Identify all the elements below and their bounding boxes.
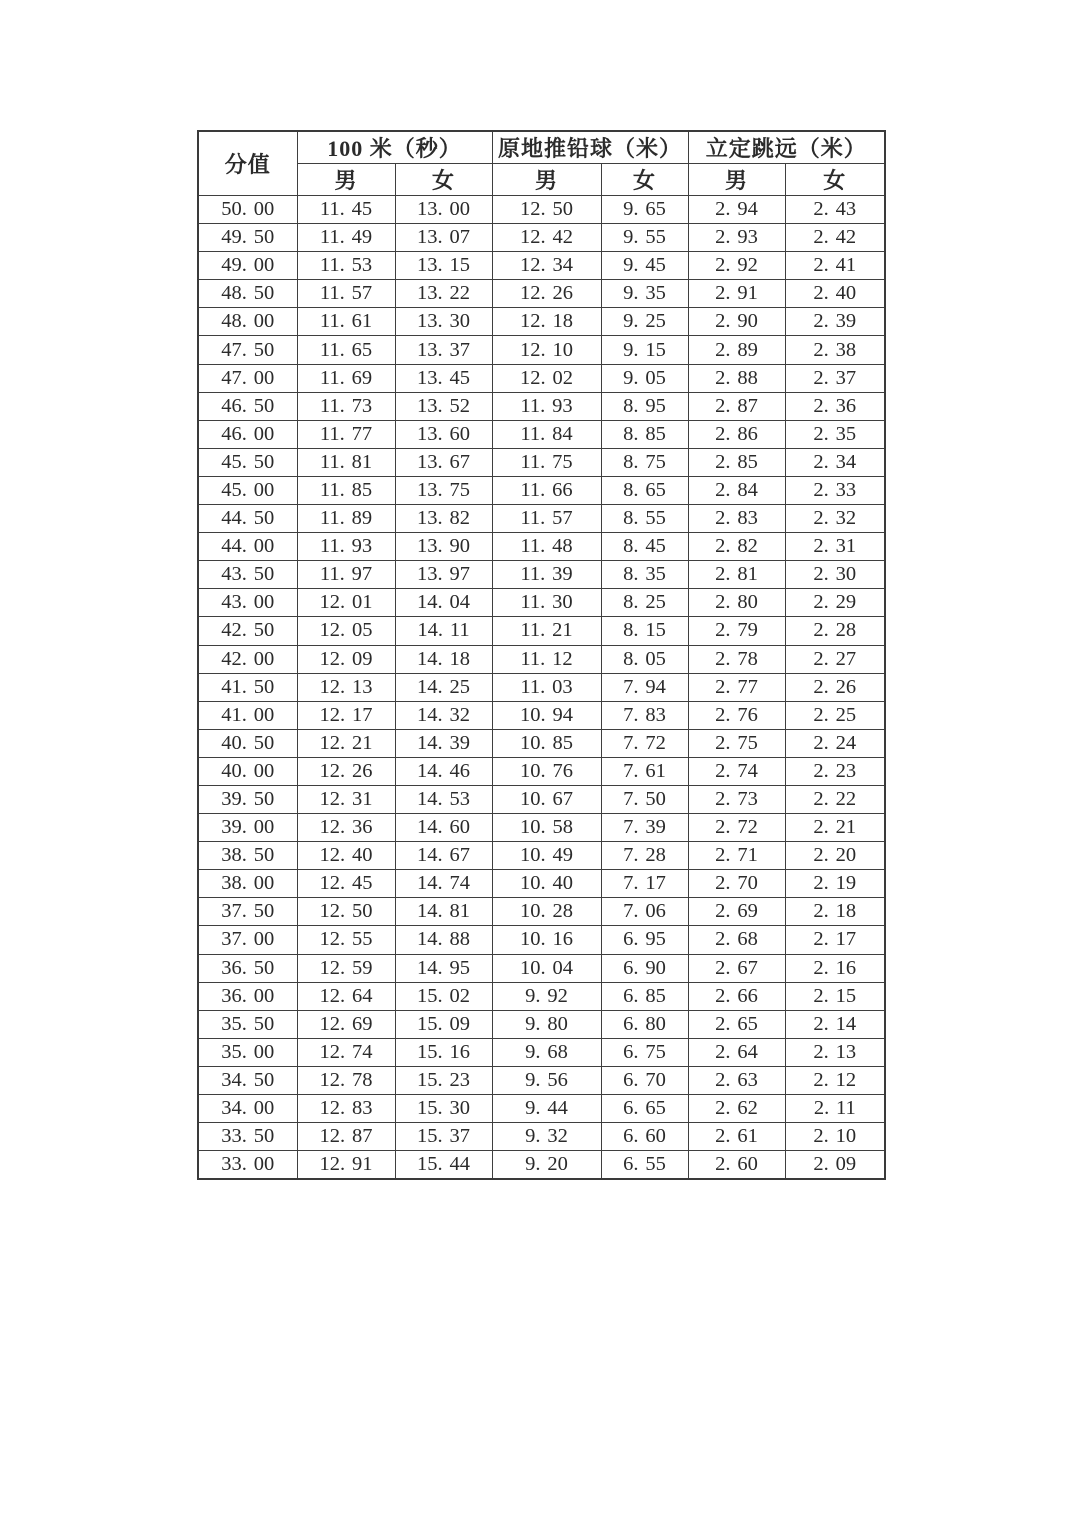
value-cell: 2. 89 <box>688 336 785 364</box>
header-shotput-female: 女 <box>601 164 688 196</box>
value-cell: 6. 75 <box>601 1038 688 1066</box>
value-cell: 2. 20 <box>785 842 885 870</box>
value-cell: 14. 18 <box>395 645 492 673</box>
score-cell: 36. 00 <box>198 982 297 1010</box>
header-100m: 100 米（秒） <box>297 131 492 164</box>
value-cell: 10. 16 <box>492 926 601 954</box>
value-cell: 15. 09 <box>395 1010 492 1038</box>
value-cell: 2. 76 <box>688 701 785 729</box>
table-row <box>198 561 885 589</box>
value-cell: 11. 03 <box>492 673 601 701</box>
value-cell: 2. 91 <box>688 280 785 308</box>
value-cell: 9. 25 <box>601 308 688 336</box>
value-cell: 2. 93 <box>688 224 785 252</box>
value-cell: 6. 60 <box>601 1123 688 1151</box>
score-cell: 36. 50 <box>198 954 297 982</box>
value-cell: 7. 28 <box>601 842 688 870</box>
value-cell: 2. 12 <box>785 1066 885 1094</box>
value-cell: 2. 37 <box>785 364 885 392</box>
score-cell: 47. 50 <box>198 336 297 364</box>
value-cell: 11. 66 <box>492 476 601 504</box>
score-table <box>197 130 886 1180</box>
header-score: 分值 <box>198 131 297 196</box>
value-cell: 12. 05 <box>297 617 395 645</box>
value-cell: 2. 61 <box>688 1123 785 1151</box>
value-cell: 14. 11 <box>395 617 492 645</box>
value-cell: 2. 16 <box>785 954 885 982</box>
value-cell: 9. 35 <box>601 280 688 308</box>
value-cell: 12. 50 <box>297 898 395 926</box>
header-100m-female: 女 <box>395 164 492 196</box>
value-cell: 2. 74 <box>688 757 785 785</box>
value-cell: 7. 39 <box>601 814 688 842</box>
value-cell: 9. 32 <box>492 1123 601 1151</box>
value-cell: 10. 04 <box>492 954 601 982</box>
score-cell: 49. 50 <box>198 224 297 252</box>
value-cell: 14. 60 <box>395 814 492 842</box>
value-cell: 11. 48 <box>492 533 601 561</box>
value-cell: 9. 15 <box>601 336 688 364</box>
score-cell: 38. 50 <box>198 842 297 870</box>
header-row-groups <box>198 131 885 164</box>
value-cell: 12. 87 <box>297 1123 395 1151</box>
value-cell: 2. 79 <box>688 617 785 645</box>
value-cell: 12. 42 <box>492 224 601 252</box>
value-cell: 2. 24 <box>785 729 885 757</box>
value-cell: 14. 39 <box>395 729 492 757</box>
value-cell: 2. 75 <box>688 729 785 757</box>
score-cell: 33. 00 <box>198 1151 297 1180</box>
score-cell: 46. 00 <box>198 420 297 448</box>
value-cell: 12. 69 <box>297 1010 395 1038</box>
value-cell: 13. 22 <box>395 280 492 308</box>
table-row <box>198 785 885 813</box>
value-cell: 11. 57 <box>297 280 395 308</box>
value-cell: 2. 81 <box>688 561 785 589</box>
table-row <box>198 1123 885 1151</box>
table-row <box>198 842 885 870</box>
value-cell: 15. 16 <box>395 1038 492 1066</box>
score-cell: 43. 50 <box>198 561 297 589</box>
value-cell: 6. 85 <box>601 982 688 1010</box>
score-cell: 48. 00 <box>198 308 297 336</box>
value-cell: 2. 14 <box>785 1010 885 1038</box>
value-cell: 11. 45 <box>297 196 395 224</box>
value-cell: 2. 68 <box>688 926 785 954</box>
value-cell: 8. 95 <box>601 392 688 420</box>
value-cell: 7. 50 <box>601 785 688 813</box>
table-row <box>198 308 885 336</box>
value-cell: 12. 02 <box>492 364 601 392</box>
table-row <box>198 224 885 252</box>
value-cell: 2. 71 <box>688 842 785 870</box>
score-cell: 46. 50 <box>198 392 297 420</box>
value-cell: 6. 70 <box>601 1066 688 1094</box>
value-cell: 9. 44 <box>492 1095 601 1123</box>
table-row <box>198 926 885 954</box>
value-cell: 2. 90 <box>688 308 785 336</box>
value-cell: 2. 86 <box>688 420 785 448</box>
value-cell: 15. 02 <box>395 982 492 1010</box>
score-cell: 33. 50 <box>198 1123 297 1151</box>
value-cell: 11. 97 <box>297 561 395 589</box>
value-cell: 15. 23 <box>395 1066 492 1094</box>
value-cell: 13. 75 <box>395 476 492 504</box>
value-cell: 13. 90 <box>395 533 492 561</box>
value-cell: 11. 61 <box>297 308 395 336</box>
value-cell: 12. 10 <box>492 336 601 364</box>
value-cell: 12. 78 <box>297 1066 395 1094</box>
value-cell: 13. 07 <box>395 224 492 252</box>
value-cell: 11. 93 <box>492 392 601 420</box>
value-cell: 2. 18 <box>785 898 885 926</box>
table-row <box>198 252 885 280</box>
value-cell: 9. 05 <box>601 364 688 392</box>
value-cell: 7. 17 <box>601 870 688 898</box>
value-cell: 8. 75 <box>601 448 688 476</box>
value-cell: 12. 01 <box>297 589 395 617</box>
value-cell: 11. 84 <box>492 420 601 448</box>
value-cell: 13. 97 <box>395 561 492 589</box>
value-cell: 8. 05 <box>601 645 688 673</box>
header-shotput-male: 男 <box>492 164 601 196</box>
score-cell: 37. 00 <box>198 926 297 954</box>
value-cell: 2. 72 <box>688 814 785 842</box>
value-cell: 9. 45 <box>601 252 688 280</box>
value-cell: 2. 63 <box>688 1066 785 1094</box>
value-cell: 6. 55 <box>601 1151 688 1180</box>
value-cell: 2. 82 <box>688 533 785 561</box>
value-cell: 8. 55 <box>601 505 688 533</box>
value-cell: 6. 90 <box>601 954 688 982</box>
value-cell: 14. 46 <box>395 757 492 785</box>
value-cell: 10. 94 <box>492 701 601 729</box>
value-cell: 11. 73 <box>297 392 395 420</box>
value-cell: 12. 59 <box>297 954 395 982</box>
value-cell: 6. 80 <box>601 1010 688 1038</box>
score-cell: 38. 00 <box>198 870 297 898</box>
value-cell: 13. 82 <box>395 505 492 533</box>
value-cell: 9. 20 <box>492 1151 601 1180</box>
value-cell: 2. 84 <box>688 476 785 504</box>
value-cell: 2. 19 <box>785 870 885 898</box>
table-row <box>198 701 885 729</box>
table-row <box>198 1066 885 1094</box>
score-cell: 43. 00 <box>198 589 297 617</box>
value-cell: 14. 88 <box>395 926 492 954</box>
value-cell: 9. 92 <box>492 982 601 1010</box>
score-cell: 45. 00 <box>198 476 297 504</box>
value-cell: 12. 13 <box>297 673 395 701</box>
value-cell: 9. 56 <box>492 1066 601 1094</box>
value-cell: 6. 95 <box>601 926 688 954</box>
table-row <box>198 1151 885 1180</box>
value-cell: 7. 94 <box>601 673 688 701</box>
value-cell: 2. 60 <box>688 1151 785 1180</box>
value-cell: 11. 39 <box>492 561 601 589</box>
value-cell: 13. 60 <box>395 420 492 448</box>
table-row <box>198 1095 885 1123</box>
value-cell: 2. 33 <box>785 476 885 504</box>
value-cell: 2. 31 <box>785 533 885 561</box>
score-cell: 48. 50 <box>198 280 297 308</box>
value-cell: 12. 40 <box>297 842 395 870</box>
value-cell: 2. 30 <box>785 561 885 589</box>
value-cell: 12. 50 <box>492 196 601 224</box>
table-row <box>198 589 885 617</box>
score-cell: 35. 50 <box>198 1010 297 1038</box>
value-cell: 2. 85 <box>688 448 785 476</box>
value-cell: 2. 28 <box>785 617 885 645</box>
score-cell: 40. 50 <box>198 729 297 757</box>
value-cell: 10. 85 <box>492 729 601 757</box>
header-longjump-female: 女 <box>785 164 885 196</box>
value-cell: 2. 17 <box>785 926 885 954</box>
value-cell: 2. 94 <box>688 196 785 224</box>
value-cell: 2. 69 <box>688 898 785 926</box>
table-row <box>198 645 885 673</box>
value-cell: 11. 75 <box>492 448 601 476</box>
value-cell: 15. 30 <box>395 1095 492 1123</box>
table-row <box>198 954 885 982</box>
value-cell: 2. 35 <box>785 420 885 448</box>
value-cell: 15. 37 <box>395 1123 492 1151</box>
value-cell: 7. 61 <box>601 757 688 785</box>
value-cell: 11. 57 <box>492 505 601 533</box>
value-cell: 12. 74 <box>297 1038 395 1066</box>
table-row <box>198 476 885 504</box>
table-row <box>198 420 885 448</box>
value-cell: 12. 45 <box>297 870 395 898</box>
value-cell: 12. 18 <box>492 308 601 336</box>
value-cell: 2. 32 <box>785 505 885 533</box>
value-cell: 14. 53 <box>395 785 492 813</box>
value-cell: 2. 70 <box>688 870 785 898</box>
value-cell: 7. 83 <box>601 701 688 729</box>
score-cell: 34. 00 <box>198 1095 297 1123</box>
value-cell: 11. 12 <box>492 645 601 673</box>
score-cell: 39. 50 <box>198 785 297 813</box>
value-cell: 12. 55 <box>297 926 395 954</box>
score-cell: 44. 00 <box>198 533 297 561</box>
score-cell: 42. 50 <box>198 617 297 645</box>
value-cell: 13. 00 <box>395 196 492 224</box>
table-row <box>198 364 885 392</box>
value-cell: 8. 25 <box>601 589 688 617</box>
value-cell: 2. 77 <box>688 673 785 701</box>
header-row-gender <box>198 164 885 196</box>
value-cell: 2. 22 <box>785 785 885 813</box>
value-cell: 2. 73 <box>688 785 785 813</box>
value-cell: 12. 36 <box>297 814 395 842</box>
value-cell: 2. 40 <box>785 280 885 308</box>
value-cell: 12. 34 <box>492 252 601 280</box>
value-cell: 14. 67 <box>395 842 492 870</box>
value-cell: 2. 78 <box>688 645 785 673</box>
value-cell: 14. 95 <box>395 954 492 982</box>
value-cell: 8. 65 <box>601 476 688 504</box>
value-cell: 2. 21 <box>785 814 885 842</box>
value-cell: 2. 88 <box>688 364 785 392</box>
value-cell: 2. 65 <box>688 1010 785 1038</box>
value-cell: 13. 67 <box>395 448 492 476</box>
value-cell: 11. 77 <box>297 420 395 448</box>
table-row <box>198 898 885 926</box>
value-cell: 15. 44 <box>395 1151 492 1180</box>
value-cell: 2. 87 <box>688 392 785 420</box>
table-row <box>198 448 885 476</box>
table-row <box>198 533 885 561</box>
score-cell: 44. 50 <box>198 505 297 533</box>
value-cell: 10. 76 <box>492 757 601 785</box>
table-row <box>198 280 885 308</box>
score-cell: 37. 50 <box>198 898 297 926</box>
value-cell: 13. 45 <box>395 364 492 392</box>
table-row <box>198 814 885 842</box>
value-cell: 13. 30 <box>395 308 492 336</box>
value-cell: 11. 93 <box>297 533 395 561</box>
score-cell: 40. 00 <box>198 757 297 785</box>
score-cell: 41. 50 <box>198 673 297 701</box>
value-cell: 2. 15 <box>785 982 885 1010</box>
value-cell: 2. 29 <box>785 589 885 617</box>
value-cell: 14. 81 <box>395 898 492 926</box>
value-cell: 2. 41 <box>785 252 885 280</box>
value-cell: 12. 64 <box>297 982 395 1010</box>
value-cell: 12. 26 <box>297 757 395 785</box>
value-cell: 11. 69 <box>297 364 395 392</box>
value-cell: 2. 83 <box>688 505 785 533</box>
value-cell: 2. 26 <box>785 673 885 701</box>
header-longjump: 立定跳远（米） <box>688 131 885 164</box>
value-cell: 12. 09 <box>297 645 395 673</box>
value-cell: 10. 28 <box>492 898 601 926</box>
score-cell: 39. 00 <box>198 814 297 842</box>
score-cell: 34. 50 <box>198 1066 297 1094</box>
value-cell: 14. 32 <box>395 701 492 729</box>
value-cell: 10. 49 <box>492 842 601 870</box>
table-body <box>198 196 885 1180</box>
table-row <box>198 336 885 364</box>
value-cell: 8. 45 <box>601 533 688 561</box>
value-cell: 2. 43 <box>785 196 885 224</box>
value-cell: 11. 65 <box>297 336 395 364</box>
value-cell: 12. 21 <box>297 729 395 757</box>
value-cell: 11. 85 <box>297 476 395 504</box>
value-cell: 2. 64 <box>688 1038 785 1066</box>
value-cell: 9. 55 <box>601 224 688 252</box>
table-row <box>198 392 885 420</box>
value-cell: 2. 62 <box>688 1095 785 1123</box>
value-cell: 14. 04 <box>395 589 492 617</box>
value-cell: 9. 80 <box>492 1010 601 1038</box>
value-cell: 11. 49 <box>297 224 395 252</box>
value-cell: 2. 38 <box>785 336 885 364</box>
table-row <box>198 196 885 224</box>
value-cell: 2. 34 <box>785 448 885 476</box>
value-cell: 2. 23 <box>785 757 885 785</box>
value-cell: 7. 06 <box>601 898 688 926</box>
value-cell: 12. 26 <box>492 280 601 308</box>
value-cell: 8. 85 <box>601 420 688 448</box>
value-cell: 14. 25 <box>395 673 492 701</box>
value-cell: 10. 58 <box>492 814 601 842</box>
score-cell: 47. 00 <box>198 364 297 392</box>
table-row <box>198 757 885 785</box>
value-cell: 11. 30 <box>492 589 601 617</box>
value-cell: 13. 37 <box>395 336 492 364</box>
value-cell: 2. 10 <box>785 1123 885 1151</box>
table-row <box>198 982 885 1010</box>
value-cell: 11. 89 <box>297 505 395 533</box>
value-cell: 13. 52 <box>395 392 492 420</box>
score-cell: 41. 00 <box>198 701 297 729</box>
header-100m-male: 男 <box>297 164 395 196</box>
table-header <box>198 131 885 196</box>
table-row <box>198 505 885 533</box>
value-cell: 12. 31 <box>297 785 395 813</box>
value-cell: 11. 53 <box>297 252 395 280</box>
value-cell: 13. 15 <box>395 252 492 280</box>
value-cell: 12. 91 <box>297 1151 395 1180</box>
value-cell: 2. 11 <box>785 1095 885 1123</box>
value-cell: 2. 42 <box>785 224 885 252</box>
value-cell: 11. 21 <box>492 617 601 645</box>
value-cell: 2. 66 <box>688 982 785 1010</box>
value-cell: 10. 67 <box>492 785 601 813</box>
score-cell: 45. 50 <box>198 448 297 476</box>
value-cell: 2. 39 <box>785 308 885 336</box>
value-cell: 2. 13 <box>785 1038 885 1066</box>
value-cell: 2. 09 <box>785 1151 885 1180</box>
table-row <box>198 729 885 757</box>
value-cell: 12. 83 <box>297 1095 395 1123</box>
value-cell: 2. 25 <box>785 701 885 729</box>
value-cell: 2. 27 <box>785 645 885 673</box>
value-cell: 6. 65 <box>601 1095 688 1123</box>
value-cell: 2. 36 <box>785 392 885 420</box>
score-cell: 42. 00 <box>198 645 297 673</box>
table-row <box>198 870 885 898</box>
value-cell: 11. 81 <box>297 448 395 476</box>
table-row <box>198 673 885 701</box>
value-cell: 12. 17 <box>297 701 395 729</box>
value-cell: 9. 65 <box>601 196 688 224</box>
value-cell: 8. 15 <box>601 617 688 645</box>
value-cell: 2. 92 <box>688 252 785 280</box>
value-cell: 8. 35 <box>601 561 688 589</box>
table-row <box>198 1038 885 1066</box>
table-row <box>198 617 885 645</box>
header-longjump-male: 男 <box>688 164 785 196</box>
value-cell: 7. 72 <box>601 729 688 757</box>
table-row <box>198 1010 885 1038</box>
value-cell: 2. 80 <box>688 589 785 617</box>
value-cell: 10. 40 <box>492 870 601 898</box>
value-cell: 2. 67 <box>688 954 785 982</box>
value-cell: 9. 68 <box>492 1038 601 1066</box>
score-cell: 49. 00 <box>198 252 297 280</box>
score-cell: 35. 00 <box>198 1038 297 1066</box>
score-cell: 50. 00 <box>198 196 297 224</box>
value-cell: 14. 74 <box>395 870 492 898</box>
header-shotput: 原地推铅球（米） <box>492 131 688 164</box>
